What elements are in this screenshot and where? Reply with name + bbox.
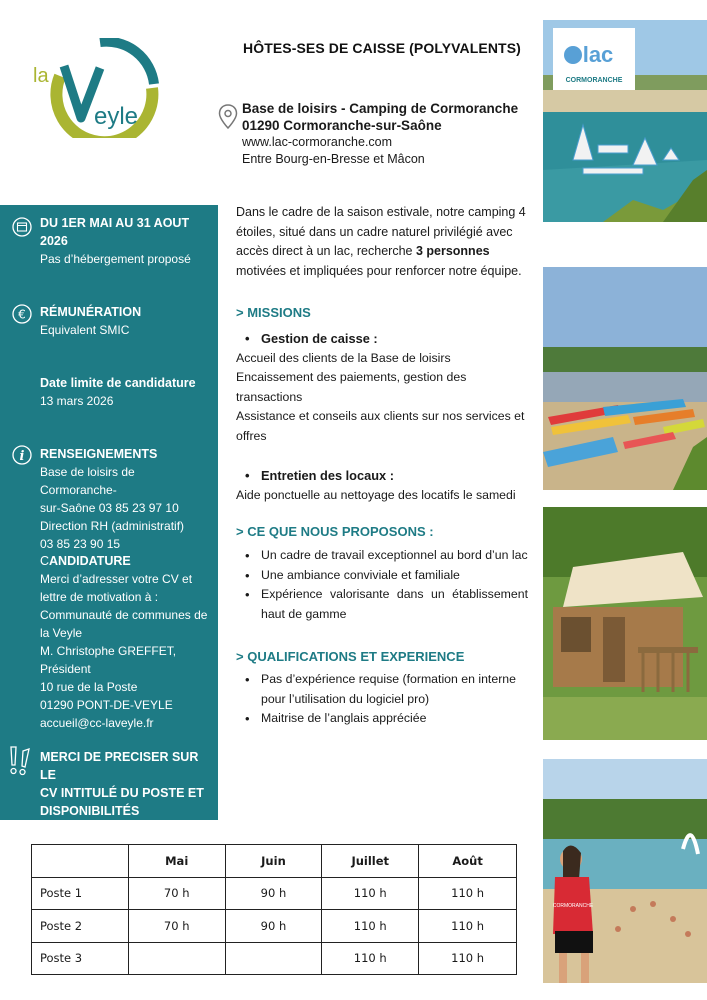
dates-title: DU 1ER MAI AU 31 AOUT: [40, 216, 190, 230]
apply-title: [40, 552, 212, 570]
staff-shirt-text: CORMORANCHE: [552, 903, 594, 909]
info-icon: [12, 445, 32, 465]
apply-line: Merci d’adresser votre CV et: [40, 572, 193, 586]
table-header-mai: Mai: [128, 845, 225, 878]
offer-item: • Une ambiance conviviale et familiale: [236, 566, 528, 586]
notice-block: [40, 748, 212, 820]
beach-staff-photo: [543, 759, 707, 983]
badge-text: lac: [582, 42, 614, 67]
table-cell: [225, 942, 322, 975]
deadline-block: [40, 374, 212, 410]
hours-table: [31, 844, 517, 975]
entretien-title: • Entretien des locaux :: [236, 466, 528, 486]
notice-line: MERCI DE PRECISER SUR LE: [40, 750, 199, 782]
apply-line: 10 rue de la Poste: [40, 680, 138, 694]
pay-value: Equivalent SMIC: [40, 323, 130, 337]
qualif-item: • Maitrise de l’anglais appréciée: [236, 709, 528, 729]
table-header-row: [32, 845, 517, 878]
caisse-title: • Gestion de caisse :: [236, 329, 528, 349]
qualif-item: • Pas d’expérience requise (formation en interne pour l’utilisation du logiciel pro): [236, 670, 528, 709]
notice-line: CV INTITULÉ DU POSTE ET: [40, 786, 204, 800]
intro-text-end: motivées et impliquées pour renforcer notre équipe.: [236, 263, 522, 278]
pay-title: RÉMUNÉRATION: [40, 305, 142, 319]
euro-icon: [12, 304, 32, 324]
apply-line: 01290 PONT-DE-VEYLE: [40, 698, 173, 712]
kayaks-beach-photo: [543, 267, 707, 490]
location-pin-icon: [218, 104, 238, 130]
table-cell: 70 h: [128, 877, 225, 910]
website-link[interactable]: www.lac-cormoranche.com: [242, 135, 393, 149]
exclamation-icon: [8, 745, 32, 777]
table-cell: 70 h: [128, 910, 225, 943]
table-row: [32, 877, 517, 910]
pay-block: [40, 303, 212, 339]
dates-year: 2026: [40, 234, 68, 248]
info-line: Direction RH (administratif): [40, 519, 185, 533]
svg-text:i: i: [19, 449, 25, 464]
info-title: RENSEIGNEMENTS: [40, 447, 158, 461]
caisse-line: Encaissement des paiements, gestion des transactions: [236, 370, 467, 404]
location-address: 01290 Cormoranche-sur-Saône: [242, 118, 442, 133]
apply-line: Président: [40, 662, 91, 676]
intro-highlight: 3 personnes: [415, 244, 490, 259]
qualif-list: [236, 670, 528, 729]
table-cell: 110 h: [322, 942, 419, 975]
table-cell: Poste 2: [32, 910, 129, 943]
table-cell: 110 h: [419, 942, 517, 975]
apply-line: lettre de motivation à :: [40, 590, 159, 604]
apply-email[interactable]: accueil@cc-laveyle.fr: [40, 716, 154, 730]
offer-item: • Un cadre de travail exceptionnel au bord d’un lac: [236, 546, 528, 566]
badge-sub: CORMORANCHE: [565, 77, 623, 84]
apply-title-rest: ANDIDATURE: [49, 554, 131, 568]
tent-lodge-photo: [543, 507, 707, 740]
calendar-icon: [12, 217, 32, 237]
location-area: Entre Bourg-en-Bresse et Mâcon: [242, 152, 425, 166]
logo-text-veyle: eyle: [94, 103, 139, 130]
table-cell: [128, 942, 225, 975]
table-cell: 90 h: [225, 910, 322, 943]
table-cell: 90 h: [225, 877, 322, 910]
apply-block: [40, 552, 212, 732]
table-cell: 110 h: [419, 877, 517, 910]
offer-item: • Expérience valorisante dans un établissement haut de gamme: [236, 585, 528, 624]
caisse-line: Assistance et conseils aux clients sur nos services et offres: [236, 409, 525, 443]
dates-block: [40, 214, 212, 268]
table-header-corner: [32, 845, 129, 878]
info-block: [40, 445, 212, 553]
info-line: Base de loisirs de Cormoranche-: [40, 465, 135, 497]
apply-title-initial: C: [40, 554, 50, 568]
table-cell: 110 h: [419, 910, 517, 943]
table-cell: Poste 3: [32, 942, 129, 975]
table-header-juillet: Juillet: [322, 845, 419, 878]
missions-entretien: [236, 466, 528, 505]
intro-paragraph: [236, 203, 528, 281]
logo-text-la: la: [33, 65, 49, 87]
info-line: 03 85 23 90 15: [40, 537, 121, 551]
table-cell: Poste 1: [32, 877, 129, 910]
caisse-line: Accueil des clients de la Base de loisirs: [236, 350, 451, 365]
svg-text:€: €: [18, 307, 26, 322]
qualif-title: > QUALIFICATIONS ET EXPERIENCE: [236, 649, 465, 664]
offer-list: [236, 546, 528, 624]
location-name: Base de loisirs - Camping de Cormoranche: [242, 101, 519, 116]
info-line: sur-Saône 03 85 23 97 10: [40, 501, 179, 515]
missions-caisse: [236, 329, 528, 447]
apply-line: M. Christophe GREFFET,: [40, 644, 177, 658]
lake-aerial-photo: [543, 20, 707, 222]
la-veyle-logo: [30, 38, 160, 138]
offer-title: > CE QUE NOUS PROPOSONS :: [236, 524, 434, 539]
intro-text: Dans le cadre de la saison estivale, notre camping 4 étoiles, situé dans un cadre naturel privilégié avec accès direct à un lac, recherche: [236, 205, 526, 259]
info-sidebar: [0, 205, 218, 820]
missions-title: > MISSIONS: [236, 305, 311, 320]
entretien-line: Aide ponctuelle au nettoyage des locatifs le samedi: [236, 487, 516, 502]
deadline-title: Date limite de candidature: [40, 376, 196, 390]
table-row: [32, 910, 517, 943]
deadline-value: 13 mars 2026: [40, 394, 114, 408]
job-title: HÔTES-SES DE CAISSE (POLYVALENTS): [243, 40, 521, 56]
table-header-aout: Août: [419, 845, 517, 878]
apply-line: Communauté de communes de: [40, 608, 208, 622]
table-cell: 110 h: [322, 877, 419, 910]
table-row: [32, 942, 517, 975]
table-header-juin: Juin: [225, 845, 322, 878]
dates-note: Pas d’hébergement proposé: [40, 252, 191, 266]
table-cell: 110 h: [322, 910, 419, 943]
location-block: [242, 100, 518, 168]
apply-line: la Veyle: [40, 626, 83, 640]
notice-line: DISPONIBILITÉS: [40, 804, 140, 818]
